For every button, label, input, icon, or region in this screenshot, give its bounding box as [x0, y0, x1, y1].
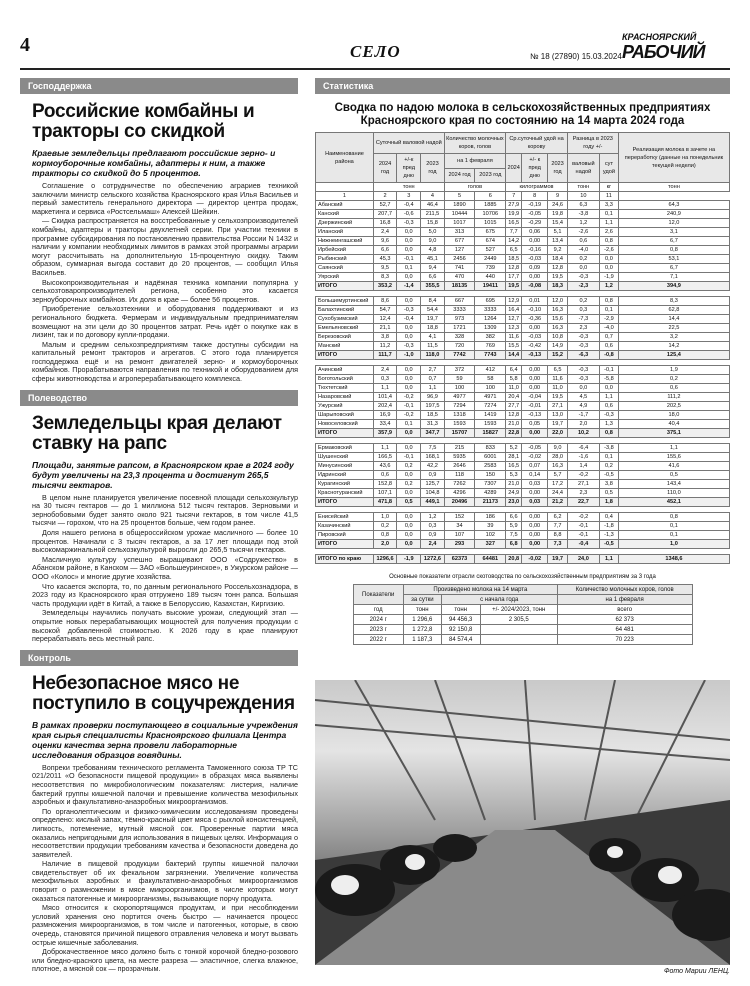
table-row: Пировский 0,8 0,0 0,9 107 102 7,5 0,00 8,8 -0,1 -1,3 0,1: [316, 531, 730, 540]
table-row: Саянский 9,5 0,1 9,4 741 739 12,8 0,09 12,8 0,0 0,0 6,7: [316, 264, 730, 273]
table-row: Ачинский 2,4 0,0 2,7 372 412 6,4 0,00 6,5 -0,3 -0,1 1,9: [316, 366, 730, 375]
table-row: Тюхтетский 1,1 0,0 1,1 100 100 11,0 0,00 11,0 0,0 0,0 0,6: [316, 384, 730, 393]
dairy-farm-photo: [315, 680, 730, 965]
table2-caption: Основные показатели отрасли скотоводства по сельскохозяйственным предприятиям за 3 года: [389, 574, 656, 580]
table-row: Абанский 52,7 -0,4 46,4 1890 1885 27,9 -0,19 24,6 6,3 3,3 64,3: [316, 201, 730, 210]
article-body: В целом ныне планируется увеличение посевной площади сельхозкультур на 30 тысяч гектаров — до 1 миллиона 512 тысяч гектаров. Зерновыми и зернобобовыми будет занято около 921 тысячи гектаров, в том числе 41,5 тысячи — горохом, что на 25 процентов больше, чем годом ранее. Доля нашего региона в общероссийском урожае масличного — более 10 процентов. Начинали с 3 тысяч гектаров, а за 17 лет площади под этой высокомаржинальной сельхозкультурой выросли до 265,5 тысячи гектаров. Масличную культуру успешно выращивают ООО «Содружество» в Абанском районе, в Канском — ЗАО «Большеуринское», в Ужурском районе — ООО «Колос» и многие другие хозяйства. Что касается экспорта, то, по данным регионального Россельхознадзора, в 2023 году из Красноярского края отгружено 189 тысяч тонн рапса. Большая часть продукции идёт в Китай, а также в Белоруссию, Казахстан, Киргизию. Земледельцы научились получать высокие урожаи, следующий этап — открытие новых перерабатывающих мощностей для получения продукции с высокой добавленной стоимостью. К 2026 году в крае планируют перерабатывать весь местный рапс.: [32, 492, 298, 644]
stats-title: Сводка по надою молока в сельскохозяйственных предприятиях Красноярского края по состоянию на 14 марта 2024 года: [334, 102, 711, 127]
col-header: Количество молочных коров, голов: [444, 133, 506, 154]
table-row: Шушенский 166,5 -0,1 168,1 5935 6001 28,1 -0,02 28,0 -1,6 0,1 155,6: [316, 453, 730, 462]
article-meat: [20, 650, 298, 974]
table-row: ИТОГО 357,9 0,0 347,7 15707 15827 22,8 0,00 22,0 10,2 0,8 375,1: [316, 429, 730, 438]
article-rubric: Контроль: [20, 650, 298, 666]
col-header: Ср.суточный удой на корову: [506, 133, 568, 154]
table-row: Сухобузимский 12,4 -0,4 19,7 973 1264 12,7 -0,36 15,6 -7,3 -2,9 14,4: [316, 315, 730, 324]
article-combines: [20, 78, 298, 384]
table-row: Ужурский 202,4 -0,1 197,5 7294 7274 27,7 -0,01 27,1 4,9 0,6 202,5: [316, 402, 730, 411]
table-row: Балахтинский 54,7 -0,3 54,4 3333 3333 16,4 -0,10 16,3 0,3 0,1 62,8: [316, 306, 730, 315]
table-row: Краснотуранский 107,1 0,0 104,8 4296 4289 24,9 0,00 24,4 2,3 0,5 110,0: [316, 489, 730, 498]
newspaper-logo: КРАСНОЯРСКИЙ РАБОЧИЙ: [622, 32, 705, 62]
table-row: Шарыповский 16,9 -0,2 18,5 1318 1419 12,8 -0,13 13,0 -1,7 -0,3 18,0: [316, 411, 730, 420]
table-row: Канский 207,7 -0,6 211,5 10444 10706 19,9 -0,05 19,8 -3,8 0,1 240,9: [316, 210, 730, 219]
table-row: Березовский 3,8 0,0 4,1 328 382 11,6 -0,03 10,8 -0,3 0,7 3,2: [316, 333, 730, 342]
table-row: Большемуртинский 8,6 0,0 8,4 667 695 12,9 0,01 12,0 0,2 0,8 8,3: [316, 297, 730, 306]
table-row: Минусинский 43,6 0,2 42,2 2646 2583 16,5 0,07 16,3 1,4 0,2 41,6: [316, 462, 730, 471]
table-row: Казачинский 0,2 0,0 0,3 34 39 5,9 0,00 7,7 -0,1 -1,8 0,1: [316, 522, 730, 531]
article-body: Соглашение о сотрудничестве по обеспечению аграриев техникой заключили министр сельского хозяйства Красноярского края Илья Васильев и первый заместитель генерального директора — директор центра продаж, маркетинга и сервиса «Ростсельмаш» Алексей Шейкин. — Скидка распространяется на восстребованные у сельхозпроизводителей комбайны, адаптеры и тракторы двухлетней серии. При участии техники в программе субсидирования по постановлению правительства России N 1432 и наличии у компании необходимых лимитов в рамках этой программы аграрии могут рассчитывать на дополнительную 15-процентную скидку. Таким образом, суммарная выгода составит до 20 процентов, — сообщил Илья Васильев. Высокопроизводительная и надёжная техника компании популярна у сельхозтоваропроизводителей региона, особенно это касается зерноуборочных комбайнов. Их доля в крае — более 56 процентов. Приобретение сельхозтехники и оборудования поддерживают и из регионального бюджета. Фермерам и индивидуальным предпринимателям возмещают на эти цели до 30 процентов затрат. Речь идёт о покупке как в лизинг, так и по договору купли-продажи. Малым и средним сельхозпредприятиям также доступны субсидии на капитальный ремонт тракторов и агрегатов. С этого года планируется господдержка ещё и на ремонт двигателей зерно- и кормоуборочных комбайнов. Прорабатываются направления по техникой и оборудованием для сферы животноводства и агроперерабатывающего комплекса.: [32, 181, 298, 384]
table-row: ИТОГО 471,8 0,5 449,1 20496 21173 23,0 0,03 21,2 22,7 1,8 452,1: [316, 498, 730, 507]
col-header: Реализация молока в зачете на переработку (данные на понедельник текущей недели): [618, 133, 729, 183]
page-header: [20, 30, 730, 70]
article-lead: В рамках проверки поступающего в социальные учреждения края сырья специалисты Красноярского филиала Центра оценки качества зерна провели лабораторные исследования образцов говядины.: [32, 719, 298, 760]
table-row: Боготольский 0,3 0,0 0,7 59 58 5,8 0,00 11,6 -0,3 -5,8 0,2: [316, 375, 730, 384]
table-row: ИТОГО по краю 1296,6 -1,9 1272,6 62373 64481 20,8 -0,02 19,7 24,0 1,1 1348,6: [316, 555, 730, 564]
table-row: ИТОГО 2,0 0,0 2,4 293 327 6,8 0,00 7,3 -0,4 -0,5 1,0: [316, 540, 730, 549]
table-row: Уярский 8,3 0,0 6,6 470 440 17,7 0,00 19,5 -0,3 -1,9 7,1: [316, 273, 730, 282]
table-row: ИТОГО 111,7 -1,0 118,0 7742 7743 14,4 -0,13 15,2 -6,3 -0,8 125,4: [316, 351, 730, 360]
table-row: Курагинский 152,8 0,2 125,7 7262 7307 21,0 0,03 17,2 27,1 3,8 143,4: [316, 480, 730, 489]
table-row: Новоселовский 33,4 0,1 31,3 1593 1593 21,0 0,05 19,7 2,0 1,3 40,4: [316, 420, 730, 429]
table-row: Назаровский 101,4 -0,2 96,9 4977 4971 20,4 -0,04 19,5 4,5 1,1 111,2: [316, 393, 730, 402]
photo-credit: Фото Марии ЛЕНЦ.: [663, 968, 730, 975]
article-title: Небезопасное мясо не поступило в соцучреждения: [32, 672, 295, 714]
section-title: СЕЛО: [350, 42, 401, 61]
table-row: Дзержинский 16,8 -0,3 15,8 1017 1015 16,5 -0,29 15,4 1,2 1,1 12,0: [316, 219, 730, 228]
stats-rubric: Статистика: [315, 78, 730, 94]
table-row: Манский 11,2 -0,3 11,5 720 769 15,5 -0,42 14,9 -0,3 0,6 14,2: [316, 342, 730, 351]
article-title: Российские комбайны и тракторы со скидкой: [32, 101, 255, 142]
table-row: 2024 г 1 296,6 94 456,3 2 305,5 62 373: [353, 615, 692, 625]
issue-info: № 18 (27890) 15.03.2024: [530, 52, 622, 61]
article-lead: Площади, занятые рапсом, в Красноярском крае в 2024 году будут увеличены на 23,3 процента и достигнут 265,5 тысячи гектаров.: [32, 459, 294, 490]
table-row: Иланский 2,4 0,0 5,0 313 675 7,7 0,06 5,1 -2,6 2,6 3,1: [316, 228, 730, 237]
article-rapeseed: [20, 390, 298, 644]
table-row: 2022 г 1 187,3 84 574,4 70 223: [353, 635, 692, 645]
table-row: Идринский 0,6 0,0 0,9 118 150 5,3 0,14 5,7 -0,2 -0,5 0,5: [316, 471, 730, 480]
table-row: Ирбейский 6,6 0,0 4,8 127 527 6,5 -0,16 9,2 -4,0 -2,6 0,8: [316, 246, 730, 255]
article-rubric: Полеводство: [20, 390, 298, 406]
statistics-block: [315, 78, 730, 645]
milk-yield-table: Наименование района Суточный валовой надой Количество молочных коров, голов Ср.суточный удой на корову Разница в 2023 году +/- Реализация молока в зачете на переработку (данные на понедельник текущей недели) 2024 год +/-к пред дню 2023 год на 1 февраля 2024 +/- к пред дню 2023 год валовый надой сут удой 2024 год 2023 год тонн голов килограммов тонн кг тонн 1 2 3 4 5 6 7 8 9 10 11 Абанский 52,7 -0,4 46,4 1890 1885 27,9 -0,19 24,6 6,3 3,3 64,3 Канский 207,7 -0,6 211,5 10444 10706 19,9 -0,05 19,8 -3,8 0,1 240,9 Дзержинский 16,8 -0,3 15,8 1017 1015 16,5 -0,29 15,4 1,2 1,1 12,0 Иланский 2,4 0,0 5,0 313 675 7,7 0,06 5,1 -2,6 2,6 3,1 Нижнеингашский 9,6 0,0 9,0 677 674 14,2 0,00 13,4 0,6 0,8 6,7 Ирбейский 6,6 0,0 4,8 127 527 6,5 -0,16 9,2 -4,0 -2,6 0,8 Рыбинский 45,3 -0,1 45,1 2456 2449 18,5 -0,03 18,4 0,2 0,0 53,1 Саянский 9,5 0,1 9,4 741 739 12,8 0,09 12,8 0,0 0,0 6,7 Уярский 8,3 0,0 6,6 470 440 17,7 0,00 19,5 -0,3 -1,9 7,1 ИТОГО 353,2 -1,4 355,5 18135 19411 19,5 -0,08 18,3 -2,3 1,2 394,9 Большемуртинский 8,6 0,0 8,4 667 695 12,9 0,01 12,0 0,2 0,8 8,3 Балахтинский 54,7 -0,3 54,4 3333 3333 16,4 -0,10 16,3 0,3 0,1 62,8 Сухобузимский 12,4 -0,4 19,7 973 1264 12,7 -0,36 15,6 -7,3 -2,9 14,4 Емельяновский 21,1 0,0 18,8 1721 1309 12,3 0,00 16,3 2,3 -4,0 22,5 Березовский 3,8 0,0 4,1 328 382 11,6 -0,03 10,8 -0,3 0,7 3,2 Манский 11,2 -0,3 11,5 720 769 15,5 -0,42 14,9 -0,3 0,6 14,2 ИТОГО 111,7 -1,0 118,0 7742 7743 14,4 -0,13 15,2 -6,3 -0,8 125,4 Ачинский 2,4 0,0 2,7 372 412 6,4 0,00 6,5 -0,3 -0,1 1,9 Боготольский 0,3 0,0 0,7 59 58 5,8 0,00 11,6 -0,3 -5,8 0,2 Тюхтетский 1,1 0,0 1,1 100 100 11,0 0,00 11,0 0,0 0,0 0,6 Назаровский 101,4 -0,2 96,9 4977 4971 20,4 -0,04 19,5 4,5 1,1 111,2 Ужурский 202,4 -0,1 197,5 7294 7274 27,7 -0,01 27,1 4,9 0,6 202,5 Шарыповский 16,9 -0,2 18,5 1318 1419 12,8 -0,13 13,0 -1,7 -0,3 18,0 Новоселовский 33,4 0,1 31,3 1593 1593 21,0 0,05 19,7 2,0 1,3 40,4 ИТОГО 357,9 0,0 347,7 15707 15827 22,8 0,00 22,0 10,2 0,8 375,1 Ермаковский 1,1 0,0 7,5 215 833 5,2 -0,05 9,0 -6,4 -3,8 1,1 Шушенский 166,5 -0,1 168,1 5935 6001 28,1 -0,02 28,0 -1,6 0,1 155,6 Минусинский 43,6 0,2 42,2 2646 2583 16,5 0,07 16,3 1,4 0,2 41,6 Идринский 0,6 0,0 0,9 118 150 5,3 0,14 5,7 -0,2 -0,5 0,5 Курагинский 152,8 0,2 125,7 7262 7307 21,0 0,03 17,2 27,1 3,8 143,4 Краснотуранский 107,1 0,0 104,8 4296 4289 24,9 0,00 24,4 2,3 0,5 110,0 ИТОГО 471,8 0,5 449,1 20496 21173 23,0 0,03 21,2 22,7 1,8 452,1 Енисейский 1,0 0,0 1,2 152 186 6,6 0,00 6,2 -0,2 0,4 0,8 Казачинский 0,2 0,0 0,3 34 39 5,9 0,00 7,7 -0,1 -1,8 0,1 Пировский 0,8 0,0 0,9 107 102 7,5 0,00 8,8 -0,1 -1,3 0,1 ИТОГО 2,0 0,0 2,4 293 327 6,8 0,00 7,3 -0,4 -0,5 1,0 ИТОГО по краю 1296,6 -1,9 1272,6 62373 64481 20,8 -0,02 19,7 24,0 1,1 1348,6: [315, 132, 730, 564]
table-row: Емельяновский 21,1 0,0 18,8 1721 1309 12,3 0,00 16,3 2,3 -4,0 22,5: [316, 324, 730, 333]
page-number: 4: [20, 34, 30, 56]
article-body: Вопреки требованиям технического регламента Таможенного союза ТР ТС 021/2011 «О безопасности пищевой продукции» в образцах мяса выявлены несоответствия по микробиологическим показателям: листерия, наличие бактерий группы кишечной палочки и превышение количества мезофильных аэробных и факультативно-анаэробных микроорганизмов. По органолептическим и физико-химическим исследованиям проведены определено: кислый запах, тёмно-красный цвет мяса с рыхлой консистенцией, липкость, потемнение, мутный мясной сок. Проверенные партии мяса оказались непригодными для использования в пищевых целях. Информация о несоответствии продукции требованиям качества и безопасности доведена до заявителей. Наличие в пищевой продукции бактерий группы кишечной палочки свидетельствует об их фекальном загрязнении. Увеличение количества мезофильных аэробных и факультативно-анаэробных микроорганизмов говорит о размножении в мясе микроорганизмов, в числе которых могут оказаться патогенные и микроорганизмы, вызывающие порчу продукта. Мясо относится к скоропортящимся продуктам, и при несоблюдении условий хранения оно портится очень быстро — начинается процесс размножения микроорганизмов, в том числе и патогенных, которые, в свою очередь, становятся причиной пищевого отравления человека и могут вызвать острые кишечные заболевания. Доброкачественное мясо должно быть с тонкой корочкой бледно-розового или бледно-красного цвета, на месте разреза — эластичное, слегка влажное, плотное, а мясной сок — прозрачным.: [32, 762, 298, 974]
indicators-table: Показатели Произведено молока на 14 марта Количество молочных коров, голов за сутки с начала года на 1 февраля год тонн тонн +/- 2024/2023, тонн всего 2024 г 1 296,6 94 456,3 2 305,5 62 373 2023 г 1 272,8 92 150,8 64 481 2022 г 1 187,3 84 574,4 70 223: [353, 584, 693, 645]
table-row: Енисейский 1,0 0,0 1,2 152 186 6,6 0,00 6,2 -0,2 0,4 0,8: [316, 513, 730, 522]
article-lead: Краевые земледельцы предлагают российские зерно- и кормоуборочные комбайны, адаптеры к ним, а также тракторы со скидкой до 5 процентов.: [32, 148, 276, 178]
table-row: Нижнеингашский 9,6 0,0 9,0 677 674 14,2 0,00 13,4 0,6 0,8 6,7: [316, 237, 730, 246]
article-title: Земледельцы края делают ставку на рапс: [32, 412, 282, 454]
table-row: Рыбинский 45,3 -0,1 45,1 2456 2449 18,5 -0,03 18,4 0,2 0,0 53,1: [316, 255, 730, 264]
col-header: Наименование района: [316, 133, 374, 183]
col-header: Суточный валовой надой: [373, 133, 444, 154]
article-rubric: Господдержка: [20, 78, 298, 94]
table-row: Ермаковский 1,1 0,0 7,5 215 833 5,2 -0,05 9,0 -6,4 -3,8 1,1: [316, 444, 730, 453]
table-row: ИТОГО 353,2 -1,4 355,5 18135 19411 19,5 -0,08 18,3 -2,3 1,2 394,9: [316, 282, 730, 291]
left-column: [20, 78, 298, 975]
col-header: Разница в 2023 году +/-: [567, 133, 618, 154]
table-row: 2023 г 1 272,8 92 150,8 64 481: [353, 625, 692, 635]
